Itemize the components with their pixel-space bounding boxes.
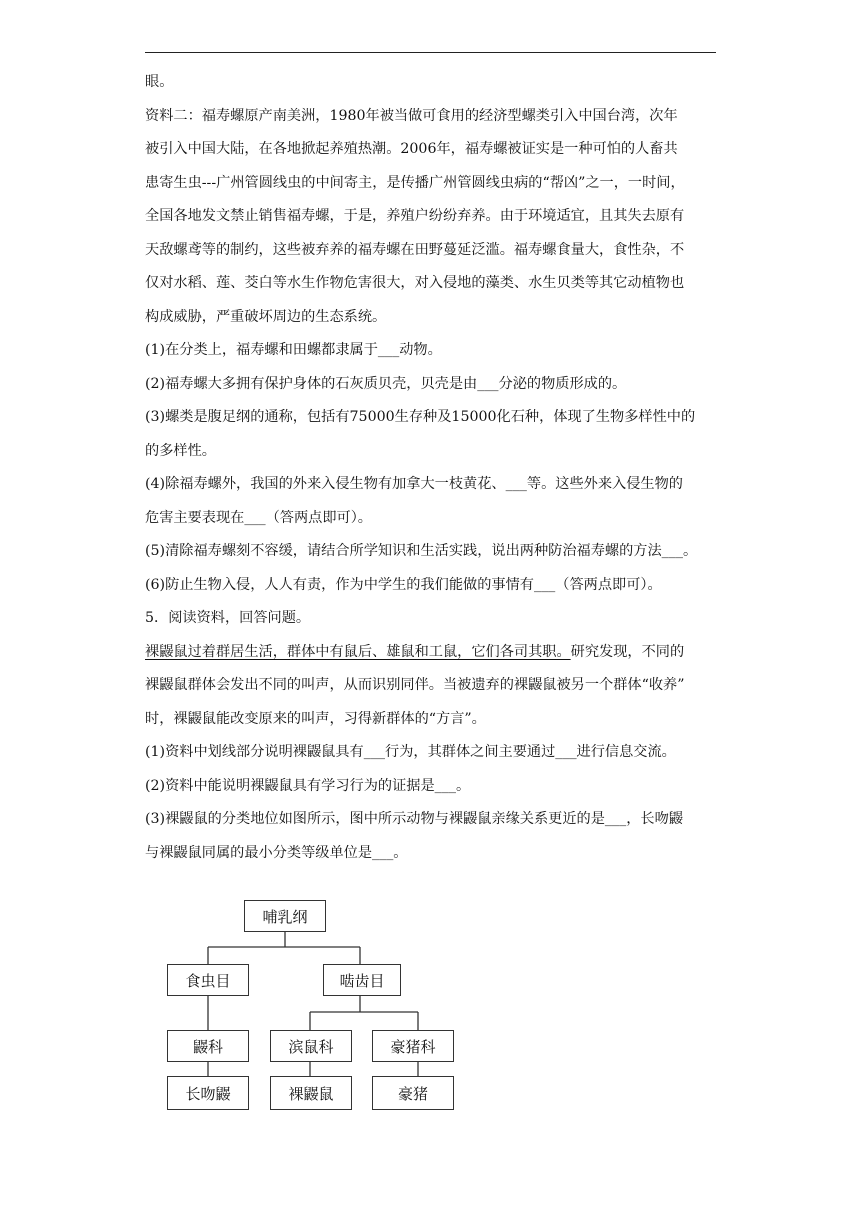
underlined-line — [145, 636, 717, 670]
text-line: 资料二：福寿螺原产南美洲，1980年被当做可食用的经济型螺类引入中国台湾，次年 — [145, 107, 678, 124]
question-text — [145, 66, 717, 870]
text-line: 全国各地发文禁止销售福寿螺，于是，养殖户纷纷弃养。由于环境适宜，且其失去原有 — [145, 208, 685, 224]
text-line: 天敌螺鸢等的制约，这些被弃养的福寿螺在田野蔓延泛滥。福寿螺食量大，食性杂，不 — [145, 241, 685, 258]
text-line: 5．阅读资料，回答问题。 — [145, 610, 311, 626]
node-family-mid: 滨鼠科 — [270, 1030, 352, 1062]
node-order-left: 食虫目 — [167, 964, 249, 996]
text-line: (3)螺类是腹足纲的通称，包括有75000生存种及15000化石种，体现了生物多样性中的 — [145, 409, 696, 425]
text-line: (6)防止生物入侵，人人有责，作为中学生的我们能做的事情有___（答两点即可）。 — [145, 576, 662, 593]
text-line: (5)清除福寿螺刻不容缓，请结合所学知识和生活实践，说出两种防治福寿螺的方法___。 — [145, 543, 698, 559]
text-line: (2)福寿螺大多拥有保护身体的石灰质贝壳，贝壳是由___分泌的物质形成的。 — [145, 375, 627, 392]
node-family-left: 鼹科 — [167, 1030, 249, 1062]
node-order-right: 啮齿目 — [323, 964, 401, 996]
text-line: (2)资料中能说明裸鼹鼠具有学习行为的证据是___。 — [145, 777, 471, 794]
classification-diagram — [160, 890, 470, 1120]
text-line: 眼。 — [145, 74, 174, 90]
node-class: 哺乳纲 — [244, 900, 326, 932]
node-species-mid: 裸鼹鼠 — [270, 1076, 352, 1110]
text-line: (4)除福寿螺外，我国的外来入侵生物有加拿大一枝黄花、___等。这些外来入侵生物的 — [145, 476, 683, 492]
text-line: 被引入中国大陆，在各地掀起养殖热潮。2006年，福寿螺被证实是一种可怕的人畜共 — [145, 141, 678, 157]
header-rule — [145, 52, 716, 53]
node-family-right: 豪猪科 — [372, 1030, 454, 1062]
text-line: 的多样性。 — [145, 442, 216, 459]
text-line: 患寄生虫---广州管圆线虫的中间寄主，是传播广州管圆线虫病的“帮凶”之一，一时间， — [145, 174, 685, 191]
line-continuation: 研究发现，不同的 — [570, 643, 685, 660]
text-line: (1)资料中划线部分说明裸鼹鼠具有___行为，其群体之间主要通过___进行信息交流。 — [145, 744, 676, 760]
text-line: 与裸鼹鼠同属的最小分类等级单位是___。 — [145, 844, 408, 861]
underlined-passage: 裸鼹鼠过着群居生活，群体中有鼠后、雄鼠和工鼠，它们各司其职。 — [145, 643, 571, 660]
text-line: 危害主要表现在___（答两点即可）。 — [145, 509, 372, 526]
node-species-left: 长吻鼹 — [167, 1076, 249, 1110]
text-line: 裸鼹鼠群体会发出不同的叫声，从而识别同伴。当被遗弃的裸鼹鼠被另一个群体“收养” — [145, 677, 685, 693]
text-line: 仅对水稻、莲、茭白等水生作物危害很大，对入侵地的藻类、水生贝类等其它动植物也 — [145, 275, 685, 291]
text-line: 构成威胁，严重破坏周边的生态系统。 — [145, 308, 387, 325]
text-line: (3)裸鼹鼠的分类地位如图所示，图中所示动物与裸鼹鼠亲缘关系更近的是___，长吻鼹 — [145, 811, 683, 827]
text-line: (1)在分类上，福寿螺和田螺都隶属于___动物。 — [145, 342, 442, 358]
node-species-right: 豪猪 — [372, 1076, 454, 1110]
text-line: 时，裸鼹鼠能改变原来的叫声，习得新群体的“方言”。 — [145, 710, 486, 727]
